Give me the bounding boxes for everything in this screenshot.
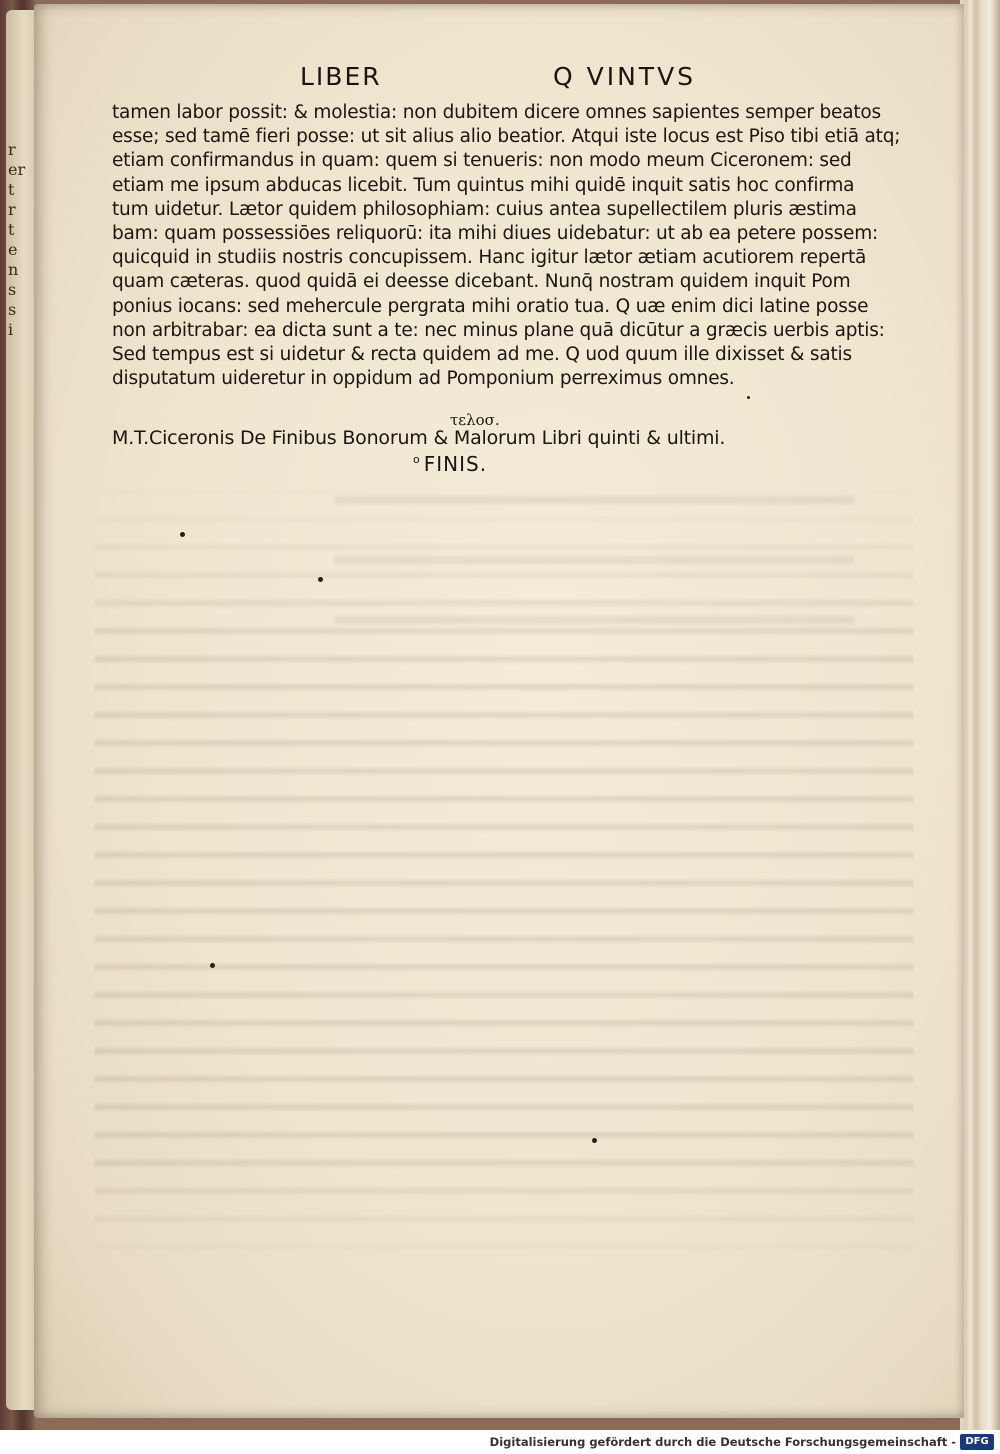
fragment: er bbox=[8, 160, 26, 179]
running-header bbox=[0, 62, 1000, 98]
finis-text: FINIS. bbox=[423, 452, 488, 476]
text-line: quam cæteras. quod quidā ei deesse dicebant. Nunq̄ nostram quidem inquit Pom bbox=[112, 271, 851, 293]
main-text-block bbox=[112, 101, 902, 391]
fragment: e bbox=[8, 240, 18, 259]
fragment: s bbox=[8, 280, 17, 299]
text-line: non arbitrabar: ea dicta sunt a te: nec minus plane quā dicūtur a græcis uerbis aptis: bbox=[112, 319, 885, 341]
finis-mark: o bbox=[413, 453, 421, 467]
fragment: t bbox=[8, 220, 15, 239]
fragment: n bbox=[8, 260, 19, 279]
text-line: tamen labor possit: & molestia: non dubitem dicere omnes sapientes semper beatos bbox=[112, 102, 881, 123]
facing-page-edge bbox=[6, 10, 36, 1410]
text-line: bam: quam possessiōes reliquorū: ita mihi diues uidebatur: ut ab ea petere possem: bbox=[112, 222, 879, 244]
finis-line bbox=[413, 452, 487, 476]
worm-hole bbox=[210, 963, 215, 968]
text-line: disputatum uideretur in oppidum ad Pomponium perreximus omnes. bbox=[112, 368, 735, 390]
show-through-headings bbox=[334, 474, 854, 654]
header-quintus: Q VINTVS bbox=[553, 62, 697, 91]
facing-page-fragments bbox=[8, 140, 34, 340]
fragment: i bbox=[8, 320, 14, 339]
footer-bar bbox=[0, 1430, 1000, 1454]
ink-speck bbox=[747, 396, 750, 399]
text-line: ponius iocans: sed mehercule pergrata mihi oratio tua. Q uæ enim dici latine posse bbox=[112, 295, 869, 317]
dfg-logo-icon: DFG bbox=[960, 1434, 994, 1450]
text-line: etiam me ipsum abducas licebit. Tum quintus mihi quidē inquit satis hoc confirma bbox=[112, 174, 855, 196]
page-stack-edge bbox=[960, 0, 1000, 1430]
funding-notice: Digitalisierung gefördert durch die Deutsche Forschungsgemeinschaft - bbox=[489, 1435, 956, 1449]
worm-hole bbox=[592, 1138, 597, 1143]
fragment: t bbox=[8, 180, 15, 199]
worm-hole bbox=[180, 532, 185, 537]
text-line: Sed tempus est si uidetur & recta quidem ad me. Q uod quum ille dixisset & satis bbox=[112, 343, 852, 365]
text-line: quicquid in studiis nostris concupissem. Hanc igitur lætor ætiam acutiorem repertā bbox=[112, 247, 867, 269]
fragment: r bbox=[8, 140, 16, 159]
colophon: M.T.Ciceronis De Finibus Bonorum & Malorum Libri quinti & ultimi. bbox=[112, 427, 726, 449]
text-line: esse; sed tamē fieri posse: ut sit alius alio beatior. Atqui iste locus est Piso tibi etiā atq; bbox=[112, 126, 901, 148]
text-line: tum uidetur. Lætor quidem philosophiam: cuius antea supellectilem pluris æstima bbox=[112, 198, 857, 220]
text-line: etiam confirmandus in quam: quem si tenueris: non modo meum Ciceronem: sed bbox=[112, 150, 852, 172]
fragment: s bbox=[8, 300, 17, 319]
header-liber: LIBER bbox=[300, 62, 382, 91]
worm-hole bbox=[318, 577, 323, 582]
telos-greek: τελοσ. bbox=[450, 411, 500, 429]
fragment: r bbox=[8, 200, 16, 219]
